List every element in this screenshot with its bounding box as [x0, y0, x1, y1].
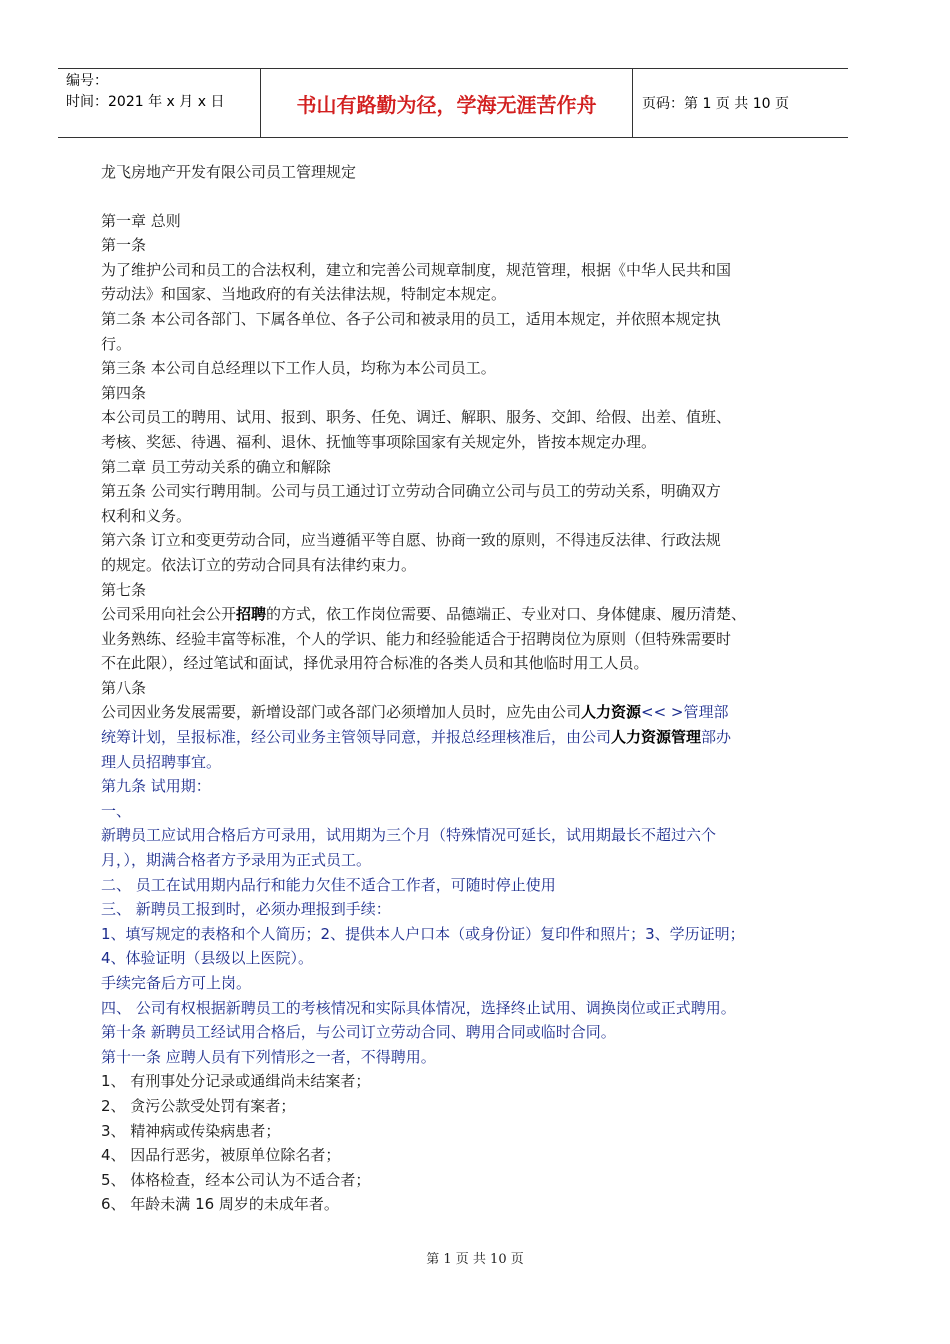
list-item: 1、 有刑事处分记录或通缉尚未结案者； [101, 1072, 371, 1091]
paragraph-line: 新聘员工应试用合格后方可录用，试用期为三个月（特殊情况可延长，试用期最长不超过六个 [101, 826, 717, 845]
paragraph-line: 第五条 公司实行聘用制。公司与员工通过订立劳动合同确立公司与员工的劳动关系，明确双方 [101, 482, 721, 501]
paragraph-line [101, 725, 821, 750]
header-divider [632, 69, 633, 137]
article-heading: 第一条 [101, 236, 147, 255]
article-heading: 第九条 试用期： [101, 777, 211, 796]
paragraph-line: 的规定。依法订立的劳动合同具有法律约束力。 [101, 555, 417, 574]
paragraph-line: 4、体验证明（县级以上医院）。 [101, 949, 314, 968]
paragraph-line: 为了维护公司和员工的合法权利，建立和完善公司规章制度，规范管理，根据《中华人民共和国 [101, 260, 732, 279]
paragraph-line: 权利和义务。 [101, 506, 192, 525]
text-span: 公司因业务发展需要，新增设部门或各部门必须增加人员时，应先由公司 [101, 703, 582, 722]
article-heading: 第八条 [101, 678, 147, 697]
paragraph-line: 第三条 本公司自总经理以下工作人员，均称为本公司员工。 [101, 359, 496, 378]
paragraph-line [101, 700, 821, 725]
list-item: 三、 新聘员工报到时，必须办理报到手续： [101, 900, 391, 919]
article-heading: 第十一条 应聘人员有下列情形之一者，不得聘用。 [101, 1047, 436, 1066]
text-span: 的方式，依工作岗位需要、品德端正、专业对口、身体健康、履历清楚、 [266, 605, 747, 624]
paragraph-line: 理人员招聘事宜。 [101, 752, 222, 771]
article-heading: 第四条 [101, 383, 147, 402]
header-meta [66, 71, 224, 113]
list-item: 6、 年龄未满 16 周岁的未成年者。 [101, 1195, 339, 1214]
text-span: 部办 [701, 728, 732, 747]
list-item: 4、 因品行恶劣，被原单位除名者； [101, 1146, 341, 1165]
paragraph-line: 劳动法》和国家、当地政府的有关法律法规，特制定本规定。 [101, 285, 507, 304]
list-item: 二、 员工在试用期内品行和能力欠佳不适合工作者，可随时停止使用 [101, 875, 556, 894]
text-span: 公司采用向社会公开 [101, 605, 237, 624]
time-label: 时间：2021 年 x 月 x 日 [66, 94, 225, 110]
paragraph-line: 1、填写规定的表格和个人简历；2、提供本人户口本（或身份证）复印件和照片；3、学历证明； [101, 924, 745, 943]
bold-term: 人力资源 [581, 703, 642, 722]
paragraph-line: 本公司员工的聘用、试用、报到、职务、任免、调迁、解职、服务、交卸、给假、出差、值班、 [101, 408, 732, 427]
paragraph-line: 考核、奖惩、待遇、福利、退休、抚恤等事项除国家有关规定外，皆按本规定办理。 [101, 432, 657, 451]
page-header [58, 68, 848, 138]
paragraph-line: 月，），期满合格者方予录用为正式员工。 [101, 851, 372, 870]
paragraph-line: 第二条 本公司各部门、下属各单位、各子公司和被录用的员工，适用本规定，并依照本规定执 [101, 309, 721, 328]
header-page-info: 页码：第 1 页 共 10 页 [642, 96, 789, 112]
header-motto: 书山有路勤为径，学海无涯苦作舟 [296, 92, 597, 117]
chapter-heading: 第一章 总则 [101, 211, 181, 230]
paragraph-line: 业务熟练、经验丰富等标准，个人的学识、能力和经验能适合于招聘岗位为原则（但特殊需要时 [101, 629, 732, 648]
list-item: 5、 体格检查，经本公司认为不适合者； [101, 1170, 371, 1189]
paragraph-line: 手续完备后方可上岗。 [101, 974, 252, 992]
list-item: 一、 [101, 801, 132, 820]
list-item: 四、 公司有权根据新聘员工的考核情况和实际具体情况，选择终止试用、调换岗位或正式聘用。 [101, 998, 736, 1017]
text-span: << >管理部 [641, 703, 729, 722]
page-footer: 第 1 页 共 10 页 [426, 1252, 524, 1267]
text-span: 统筹计划，呈报标准，经公司业务主管领导同意，并报总经理核准后，由公司 [101, 728, 612, 747]
article-heading: 第七条 [101, 580, 147, 599]
article-heading: 第十条 新聘员工经试用合格后，与公司订立劳动合同、聘用合同或临时合同。 [101, 1023, 616, 1042]
chapter-heading: 第二章 员工劳动关系的确立和解除 [101, 457, 331, 476]
list-item: 3、 精神病或传染病患者； [101, 1121, 281, 1140]
document-title: 龙飞房地产开发有限公司员工管理规定 [101, 163, 357, 181]
document-body [101, 160, 821, 1217]
paragraph-line: 行。 [101, 334, 132, 353]
paragraph-line [101, 602, 821, 627]
number-label: 编号： [66, 73, 108, 89]
paragraph-line: 不在此限），经过笔试和面试，择优录用符合标准的各类人员和其他临时用工人员。 [101, 654, 649, 673]
paragraph-line: 第六条 订立和变更劳动合同，应当遵循平等自愿、协商一致的原则，不得违反法律、行政法规 [101, 531, 721, 550]
list-item: 2、 贪污公款受处罚有案者； [101, 1096, 296, 1115]
bold-term: 人力资源管理 [611, 728, 702, 747]
bold-term: 招聘 [236, 605, 267, 624]
